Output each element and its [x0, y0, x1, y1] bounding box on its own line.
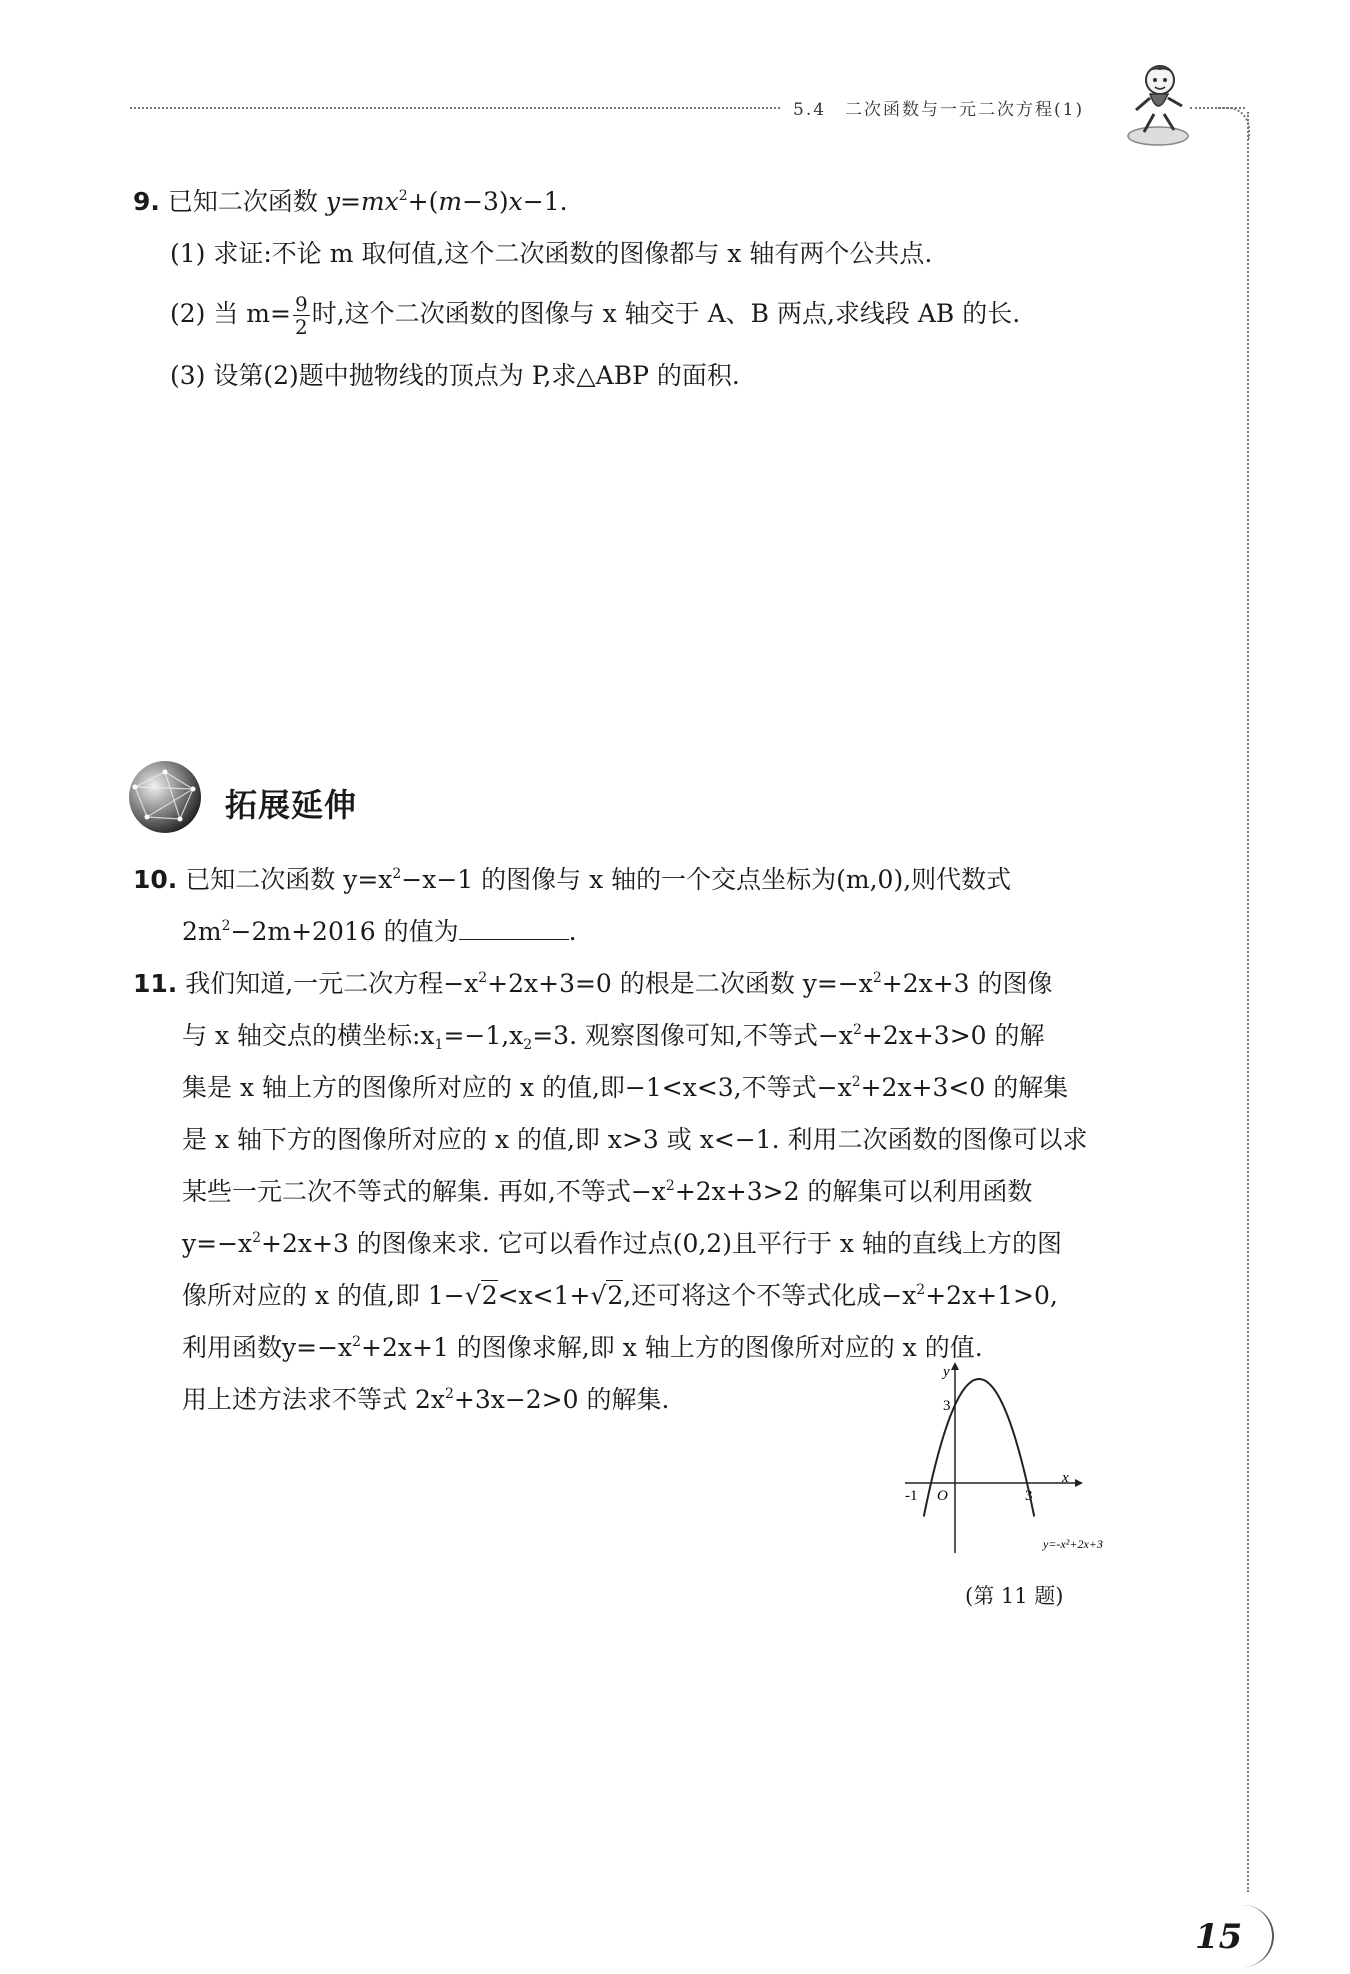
q11-line3: 集是 x 轴上方的图像所对应的 x 的值,即−1<x<3,不等式$-x^2+2x+3<0$ 的解集 [182, 1073, 1069, 1102]
q9-part2: (2) 当 m= $\frac{9}{2}$ 时,这个二次函数的图像与 x 轴交于 A、B 两点,求线段 AB 的长. [170, 292, 1021, 339]
q11-line7: 像所对应的 x 的值,即 1−√2<x<1+√2,还可将这个不等式化成$-x^2+2x+1>0$, [182, 1281, 1058, 1310]
figure-caption: (第 11 题) [965, 1584, 1064, 1608]
y-axis-arrow [951, 1362, 959, 1370]
tick-label-3x: 3 [1025, 1488, 1033, 1504]
q11-number: 11. [133, 969, 178, 998]
answer-blank[interactable] [459, 917, 569, 940]
header-rule [130, 107, 780, 109]
parabola-graph [895, 1358, 1155, 1558]
q10-line1: 10. 已知二次函数 $y=x^2-x-1$ 的图像与 x 轴的一个交点坐标为(m,0),则代数式 [133, 865, 1012, 894]
y-axis-label: y [943, 1364, 950, 1380]
page-border-corner [1218, 107, 1250, 139]
tick-label-neg1: -1 [905, 1488, 918, 1504]
page-border-right [1247, 112, 1249, 1892]
q9-part1: (1) 求证:不论 m 取何值,这个二次函数的图像都与 x 轴有两个公共点. [170, 239, 933, 268]
origin-label: O [937, 1488, 948, 1504]
q11-line6: $y=-x^2+2x+3$ 的图像来求. 它可以看作过点(0,2)且平行于 x 轴的直线上方的图 [182, 1229, 1062, 1258]
q11-line4: 是 x 轴下方的图像所对应的 x 的值,即 x>3 或 x<−1. 利用二次函数的图像可以求 [182, 1125, 1088, 1154]
q11-line9: 用上述方法求不等式 $2x^2+3x-2>0$ 的解集. [182, 1385, 670, 1414]
x-axis-label: x [1062, 1470, 1069, 1486]
q9-number: 9. [133, 187, 160, 216]
globe-icon [125, 757, 205, 837]
curve-label: y=-x²+2x+3 [1043, 1537, 1103, 1551]
tick-label-3y: 3 [943, 1398, 951, 1414]
section-title: 拓展延伸 [225, 786, 358, 824]
q9-stem: 9. 已知二次函数 $y=mx^2+(m-3)x-1$. [133, 187, 568, 216]
q11-line5: 某些一元二次不等式的解集. 再如,不等式$-x^2+2x+3>2$ 的解集可以利用函数 [182, 1177, 1033, 1206]
x-axis-arrow [1075, 1479, 1083, 1487]
q9-part3: (3) 设第(2)题中抛物线的顶点为 P,求△ABP 的面积. [170, 361, 740, 390]
q10-line2: $2m^2-2m+2016$ 的值为 . [182, 917, 577, 946]
q11-line8: 利用函数$y=-x^2+2x+1$ 的图像求解,即 x 轴上方的图像所对应的 x 的值. [182, 1333, 983, 1362]
mascot-icon [1122, 58, 1194, 148]
fraction-9-2: $\frac{9}{2}$ [294, 292, 308, 339]
q11-line2: 与 x 轴交点的横坐标$:x_1=-1,x_2=3$. 观察图像可知,不等式$-x^2+2x+3>0$ 的解 [182, 1021, 1045, 1053]
page-number: 15 [1195, 1917, 1243, 1957]
page-number-arc [1230, 1905, 1274, 1967]
header-title: 5.4 二次函数与一元二次方程(1) [793, 100, 1085, 120]
q11-line1: 11. 我们知道,一元二次方程$-x^2+2x+3=0$ 的根是二次函数 $y=-x^2+2x+3$ 的图像 [133, 969, 1053, 998]
q10-number: 10. [133, 865, 178, 894]
